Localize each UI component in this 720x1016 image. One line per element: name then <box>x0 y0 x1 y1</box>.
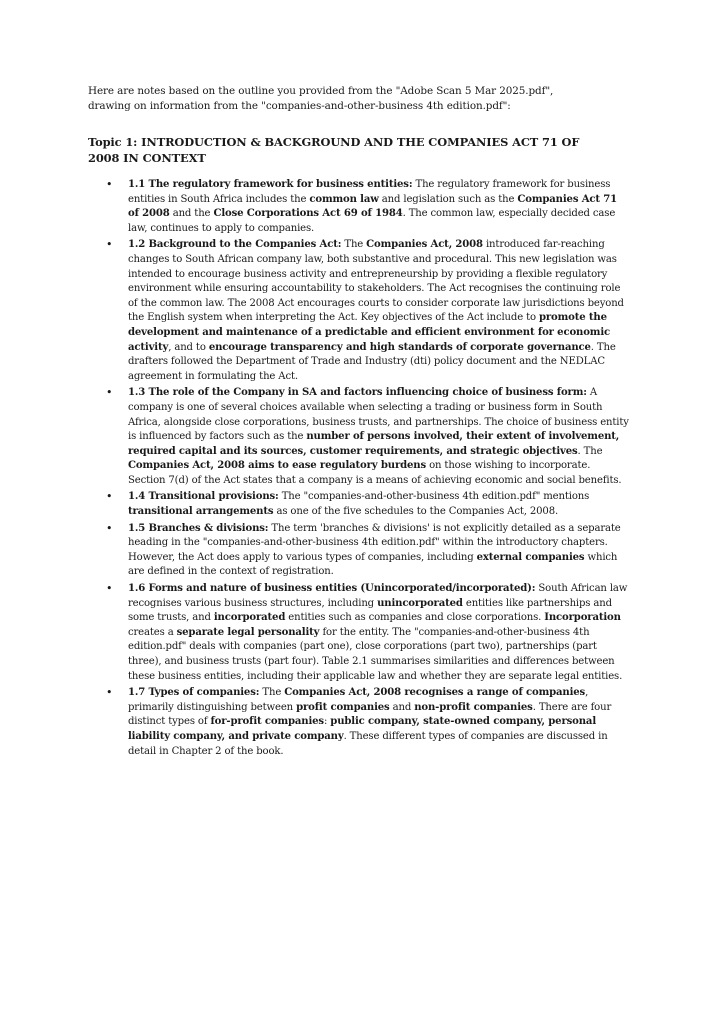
bold-text: transitional arrangements <box>128 506 274 518</box>
topic-heading <box>88 134 630 166</box>
bold-text: 1.5 Branches & divisions: <box>128 522 269 534</box>
topic-line: Topic 1: INTRODUCTION & BACKGROUND AND THE COMPANIES ACT 71 OF <box>88 135 580 149</box>
list-item <box>106 178 630 236</box>
body-text: entities such as companies and close corporations. <box>285 612 545 624</box>
body-text: and <box>389 701 415 713</box>
body-text: South African law recognises various business structures, including <box>128 583 628 609</box>
bold-text: non-profit companies <box>414 701 533 713</box>
body-text: . The <box>577 445 603 457</box>
list-item <box>106 686 630 759</box>
bold-text: for-profit companies <box>210 716 324 728</box>
intro-line: Here are notes based on the outline you provided from the "Adobe Scan 5 Mar 2025.pdf", <box>88 85 554 97</box>
bold-text: Incorporation <box>544 612 621 624</box>
bold-text: separate legal personality <box>176 626 320 638</box>
bold-text: 1.6 Forms and nature of business entities (Unincorporated/incorporated): <box>128 583 536 595</box>
bullet-icon: • <box>106 521 113 535</box>
bold-text: profit companies <box>296 701 390 713</box>
body-text: The <box>259 687 285 699</box>
body-text: . These different types of companies are discussed in detail in Chapter 2 of the book. <box>128 730 608 757</box>
bold-text: Companies Act, 2008 recognises a range of companies <box>284 687 586 699</box>
body-text: A company is one of several choices available when selecting a trading or business form in South Africa, alongside close corporations, business trusts, and partnerships. The choice of business entity is influenced by factors such as the <box>128 387 629 443</box>
body-text: , primarily distinguishing between <box>128 687 589 713</box>
intro-line: drawing on information from the "companies-and-other-business 4th edition.pdf": <box>88 100 511 112</box>
body-text: creates a <box>128 626 177 638</box>
body-text: and legislation such as the <box>378 193 518 205</box>
body-text: entities like partnerships and some trusts, and <box>128 597 612 624</box>
body-text: for the entity. The "companies-and-other-business 4th edition.pdf" deals with companies (part one), close corporations (part two), partnerships (part three), and business trusts (part four). Table 2.1 summarises similarities and differences between these business entities, including their applicable law and whether they are separate legal entities. <box>128 626 623 682</box>
bullet-icon: • <box>106 582 113 596</box>
body-text: introduced far-reaching changes to South African company law, both substantive and procedural. This new legislation was intended to encourage business activity and entrepreneurship by providing a flexible regulatory environment while ensuring accountability to stakeholders. The Act recognises the continuing role of the common law. The 2008 Act encourages courts to consider corporate law jurisdictions beyond the English system when interpreting the Act. Key objectives of the Act include to <box>128 239 624 324</box>
bullet-icon: • <box>106 238 113 252</box>
bold-text: promote the development and maintenance of a predictable and efficient environment for economic activity <box>128 312 611 353</box>
body-text: . The common law, especially decided case law, continues to apply to companies. <box>128 208 616 234</box>
bold-text: 1.4 Transitional provisions: <box>128 491 279 503</box>
bullet-icon: • <box>106 686 113 700</box>
bold-text: encourage transparency and high standards of corporate governance <box>208 341 591 353</box>
body-text: which are defined in the context of registration. <box>128 551 618 578</box>
body-text: , and to <box>168 341 209 353</box>
body-text: The term 'branches & divisions' is not explicitly detailed as a separate heading in the "companies-and-other-business 4th edition.pdf" within the introductory chapters. However, the Act does apply to various types of companies, including <box>128 522 621 563</box>
bold-text: 1.1 The regulatory framework for business entities: <box>128 179 413 190</box>
bold-text: external companies <box>476 551 585 563</box>
notes-list <box>88 178 630 759</box>
bold-text: common law <box>309 193 379 205</box>
list-item <box>106 490 630 519</box>
bold-text: Companies Act, 2008 aims to ease regulatory burdens <box>128 460 427 472</box>
bold-text: public company, state-owned company, personal liability company, and private company <box>128 716 596 742</box>
bold-text: unincorporated <box>377 597 463 609</box>
list-item <box>106 238 630 384</box>
bold-text: number of persons involved, their extent of involvement, required capital and its sources, customer requirements, and strategic objectives <box>128 431 620 457</box>
bullet-icon: • <box>106 490 113 504</box>
list-item <box>106 386 630 488</box>
bold-text: Close Corporations Act 69 of 1984 <box>213 208 403 220</box>
bold-text: 1.7 Types of companies: <box>128 687 260 699</box>
list-item <box>106 521 630 580</box>
bold-text: Companies Act 71 of 2008 <box>128 193 618 220</box>
body-text: and the <box>169 208 214 220</box>
body-text: . The drafters followed the Department of Trade and Industry (dti) policy document and the NEDLAC agreement in formulating the Act. <box>128 341 616 382</box>
body-text: The "companies-and-other-business 4th edition.pdf" mentions <box>278 491 590 503</box>
body-text: : <box>323 716 331 728</box>
topic-line: 2008 IN CONTEXT <box>88 151 206 165</box>
body-text: . There are four distinct types of <box>128 701 612 728</box>
body-text: The regulatory framework for business entities in South Africa includes the <box>128 179 611 205</box>
list-item <box>106 582 630 684</box>
bold-text: 1.3 The role of the Company in SA and factors influencing choice of business form: <box>128 387 587 399</box>
body-text: as one of the five schedules to the Companies Act, 2008. <box>273 506 559 518</box>
body-text: on those wishing to incorporate. Section 7(d) of the Act states that a company is a means of achieving economic and social benefits. <box>128 460 622 486</box>
bold-text: 1.2 Background to the Companies Act: <box>128 239 342 251</box>
bold-text: Companies Act, 2008 <box>366 239 483 251</box>
bullet-icon: • <box>106 386 113 400</box>
bold-text: incorporated <box>213 612 286 624</box>
intro-paragraph <box>88 84 630 114</box>
bullet-icon: • <box>106 178 113 191</box>
body-text: The <box>341 239 367 251</box>
